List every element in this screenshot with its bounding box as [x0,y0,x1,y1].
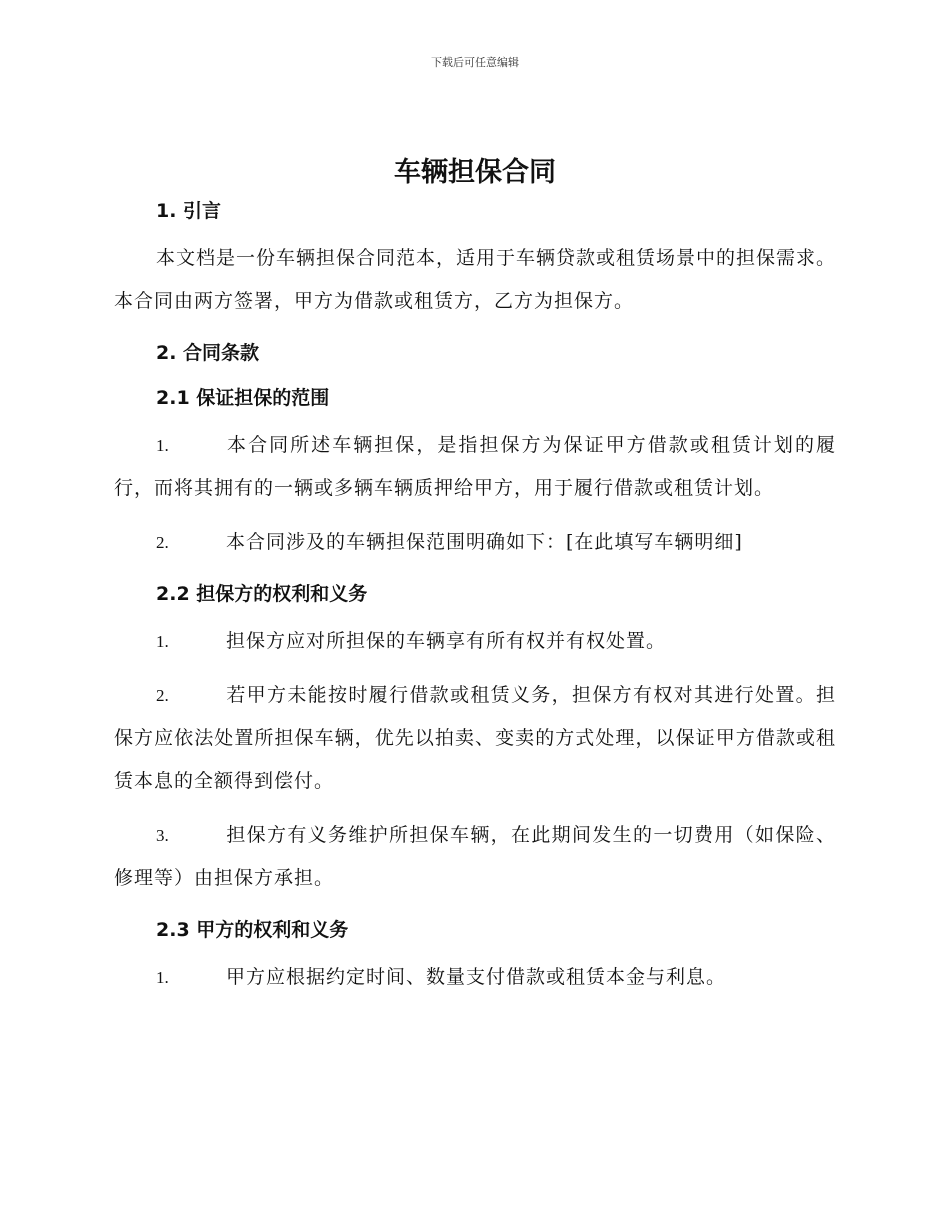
list-item-number: 1. [156,436,169,455]
header-note: 下载后可任意编辑 [431,56,519,69]
document-title: 车辆担保合同 [394,157,556,188]
list-item-text: 本合同涉及的车辆担保范围明确如下：[在此填写车辆明细] [226,531,743,553]
intro-paragraph: 本文档是一份车辆担保合同范本，适用于车辆贷款或租赁场景中的担保需求。本合同由两方签署，甲方为借款或租赁方，乙方为担保方。 [114,247,837,312]
section-heading-contract-terms: 2. 合同条款 [156,342,260,364]
list-item-text: 甲方应根据约定时间、数量支付借款或租赁本金与利息。 [226,966,727,988]
list-item-number: 1. [156,632,169,651]
list-item [114,956,836,999]
section-heading-guarantee-scope: 2.1 保证担保的范围 [156,387,330,409]
list-item-number: 3. [156,826,169,845]
list-item [114,620,836,663]
section-heading-party-a-rights: 2.3 甲方的权利和义务 [156,919,349,941]
list-item [114,424,836,510]
section-heading-guarantor-rights: 2.2 担保方的权利和义务 [156,583,368,605]
list-item-number: 2. [156,533,169,552]
section-heading-introduction: 1. 引言 [156,200,222,222]
list-item-number: 2. [156,686,169,705]
list-item-text: 本合同所述车辆担保，是指担保方为保证甲方借款或租赁计划的履行，而将其拥有的一辆或多辆车辆质押给甲方，用于履行借款或租赁计划。 [114,434,836,499]
list-item-number: 1. [156,968,169,987]
document-body [114,196,836,999]
list-item-text: 担保方有义务维护所担保车辆，在此期间发生的一切费用（如保险、修理等）由担保方承担。 [114,824,836,889]
list-item-text: 担保方应对所担保的车辆享有所有权并有权处置。 [226,630,667,652]
list-item [114,521,836,564]
list-item [114,674,836,803]
list-item [114,814,836,900]
list-item-text: 若甲方未能按时履行借款或租赁义务，担保方有权对其进行处置。担保方应依法处置所担保车辆，优先以拍卖、变卖的方式处理，以保证甲方借款或租赁本息的全额得到偿付。 [114,684,836,792]
